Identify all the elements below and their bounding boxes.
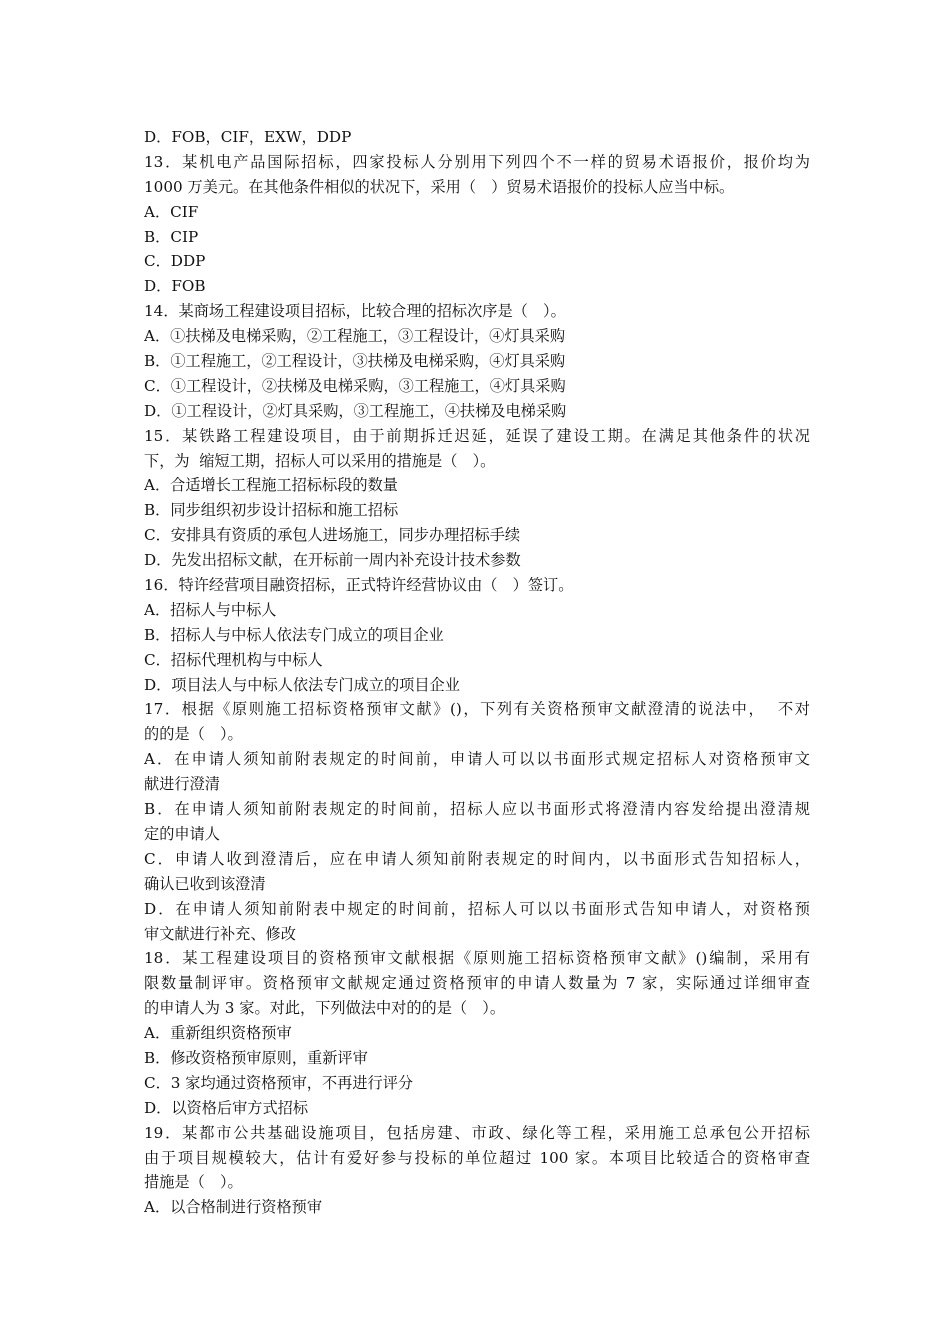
question-18-stem: 18．某工程建设项目的资格预审文献根据《原则施工招标资格预审文献》()编制，采用有	[144, 949, 810, 968]
option-b: B．招标人与中标人依法专门成立的项目企业	[144, 625, 444, 644]
question-15-stem: 15．某铁路工程建设项目，由于前期拆迁迟延，延误了建设工期。在满足其他条件的状况	[144, 426, 810, 445]
option-c: C．①工程设计，②扶梯及电梯采购，③工程施工，④灯具采购	[144, 376, 566, 395]
text-line: 1000 万美元。在其他条件相似的状况下，采用（ ）贸易术语报价的投标人应当中标。	[144, 177, 735, 196]
option-d: D．以资格后审方式招标	[144, 1098, 309, 1117]
option-a: A．在申请人须知前附表规定的时间前，申请人可以以书面形式规定招标人对资格预审文	[144, 750, 810, 769]
text-line: 的的是（ ）。	[144, 725, 243, 744]
option-a: A．以合格制进行资格预审	[144, 1198, 323, 1217]
question-16-stem: 16．特许经营项目融资招标，正式特许经营协议由（ ）签订。	[144, 576, 574, 595]
option-b: B．同步组织初步设计招标和施工招标	[144, 501, 399, 520]
text-line: D．FOB，CIF，EXW，DDP	[144, 128, 352, 146]
question-14-stem: 14．某商场工程建设项目招标，比较合理的招标次序是（ ）。	[144, 302, 566, 321]
option-a: A．重新组织资格预审	[144, 1024, 292, 1043]
text-line: 的申请人为 3 家。对此，下列做法中对的的是（ ）。	[144, 999, 506, 1018]
text-line: 献进行澄清	[144, 775, 220, 794]
text-line: 措施是（ ）。	[144, 1173, 243, 1192]
option-b: B．①工程施工，②工程设计，③扶梯及电梯采购，④灯具采购	[144, 352, 566, 371]
option-b: B．CIP	[144, 227, 199, 246]
option-d: D．FOB	[144, 277, 206, 296]
option-b: B．修改资格预审原则，重新评审	[144, 1048, 368, 1067]
text-line: 审文献进行补充、修改	[144, 924, 296, 943]
option-d: D．在申请人须知前附表中规定的时间前，招标人可以以书面形式告知申请人，对资格预	[144, 899, 810, 918]
text-line: 确认已收到该澄清	[144, 874, 266, 893]
question-19-stem: 19．某都市公共基础设施项目，包括房建、市政、绿化等工程，采用施工总承包公开招标	[144, 1123, 810, 1142]
text-line: 限数量制评审。资格预审文献规定通过资格预审的申请人数量为 7 家，实际通过详细审查	[144, 974, 810, 993]
document-body	[144, 125, 810, 1220]
text-line: 下，为 缩短工期，招标人可以采用的措施是（ ）。	[144, 451, 496, 470]
option-c: C．招标代理机构与中标人	[144, 650, 323, 669]
text-line: 定的申请人	[144, 824, 220, 843]
option-a: A．合适增长工程施工招标标段的数量	[144, 476, 398, 495]
option-c: C．申请人收到澄清后，应在申请人须知前附表规定的时间内，以书面形式告知招标人，	[144, 849, 810, 868]
option-d: D．先发出招标文献，在开标前一周内补充设计技术参数	[144, 551, 521, 570]
question-17-stem: 17．根据《原则施工招标资格预审文献》()，下列有关资格预审文献澄清的说法中， 不对	[144, 700, 810, 719]
option-a: A．①扶梯及电梯采购，②工程施工，③工程设计，④灯具采购	[144, 327, 566, 346]
option-d: D．项目法人与中标人依法专门成立的项目企业	[144, 675, 460, 694]
option-a: A．CIF	[144, 202, 199, 221]
option-b: B．在申请人须知前附表规定的时间前，招标人应以书面形式将澄清内容发给提出澄清规	[144, 800, 810, 819]
text-line: 由于项目规模较大，估计有爱好参与投标的单位超过 100 家。本项目比较适合的资格审查	[144, 1148, 810, 1167]
option-a: A．招标人与中标人	[144, 600, 277, 619]
option-d: D．①工程设计，②灯具采购，③工程施工，④扶梯及电梯采购	[144, 401, 567, 420]
option-c: C．DDP	[144, 252, 206, 271]
question-13-stem: 13．某机电产品国际招标，四家投标人分别用下列四个不一样的贸易术语报价，报价均为	[144, 152, 810, 171]
option-c: C．安排具有资质的承包人进场施工，同步办理招标手续	[144, 526, 521, 545]
option-c: C．3 家均通过资格预审，不再进行评分	[144, 1073, 414, 1092]
